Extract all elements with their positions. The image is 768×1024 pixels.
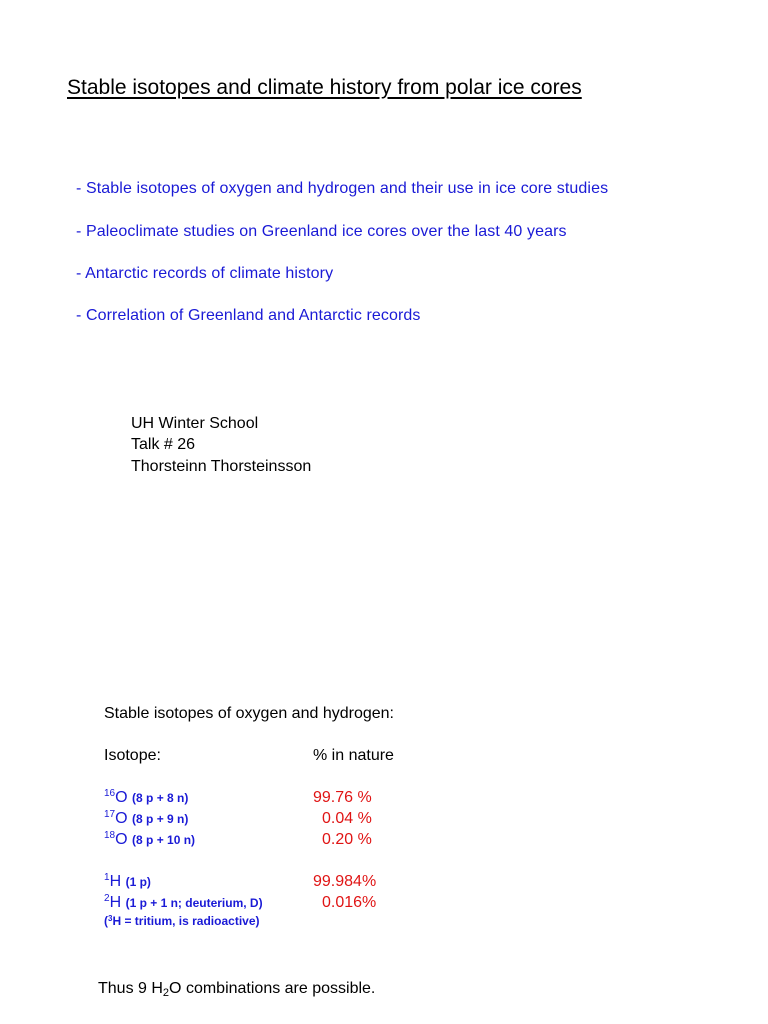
isotope-percent: 0.20 % <box>322 831 372 848</box>
isotope-composition: (8 p + 10 n) <box>132 833 196 847</box>
isotope-column-header: Isotope: <box>104 747 161 764</box>
conclusion-part: O combinations are possible. <box>169 980 376 997</box>
author-name: Thorsteinn Thorsteinsson <box>131 458 312 475</box>
mass-number: 2 <box>104 893 110 904</box>
note-text: H = tritium, is radioactive) <box>112 914 260 928</box>
bullet-item: - Correlation of Greenland and Antarctic records <box>76 307 421 324</box>
talk-number: Talk # 26 <box>131 436 196 453</box>
isotope-composition: (1 p + 1 n; deuterium, D) <box>125 896 263 910</box>
isotope-percent: 99.984% <box>313 873 377 890</box>
isotope-percent: 0.016% <box>322 894 377 911</box>
element-symbol: O <box>115 789 128 806</box>
note-paren: ( <box>104 914 108 928</box>
mass-number: 17 <box>104 809 116 820</box>
school-name: UH Winter School <box>131 415 259 432</box>
subscript: 2 <box>162 987 170 999</box>
mass-number: 3 <box>108 914 113 923</box>
element-symbol: H <box>109 873 122 890</box>
page-title: Stable isotopes and climate history from polar ice cores <box>67 76 582 99</box>
bullet-item: - Paleoclimate studies on Greenland ice cores over the last 40 years <box>76 223 567 240</box>
element-symbol: H <box>109 894 122 911</box>
isotope-row <box>104 873 151 891</box>
isotope-row <box>104 831 195 849</box>
conclusion-part: Thus 9 H <box>98 980 163 997</box>
isotope-row <box>104 789 188 807</box>
element-symbol: O <box>115 831 128 848</box>
isotope-percent: 0.04 % <box>322 810 372 827</box>
isotope-percent: 99.76 % <box>313 789 372 806</box>
percent-column-header: % in nature <box>313 747 394 764</box>
bullet-item: - Stable isotopes of oxygen and hydrogen and their use in ice core studies <box>76 180 609 197</box>
mass-number: 18 <box>104 830 116 841</box>
isotope-composition: (1 p) <box>125 875 151 889</box>
bullet-item: - Antarctic records of climate history <box>76 265 334 282</box>
tritium-note <box>104 914 260 928</box>
isotope-composition: (8 p + 8 n) <box>132 791 189 805</box>
element-symbol: O <box>115 810 128 827</box>
conclusion-text <box>98 980 375 998</box>
isotope-row <box>104 810 188 828</box>
isotope-row <box>104 894 263 912</box>
isotope-composition: (8 p + 9 n) <box>132 812 189 826</box>
mass-number: 1 <box>104 872 110 883</box>
isotopes-heading: Stable isotopes of oxygen and hydrogen: <box>104 705 394 722</box>
mass-number: 16 <box>104 788 116 799</box>
